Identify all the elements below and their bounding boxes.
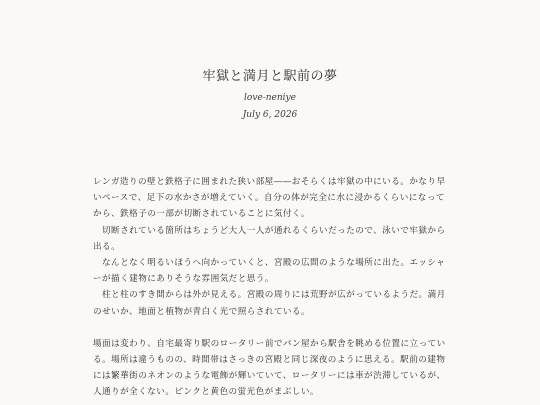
paragraph: 場面は変わり、自宅最寄り駅のロータリー前でパン屋から駅舎を眺める位置に立っている。場所は違うものの、時間帯はさっきの宮殿と同じ深夜のように思える。駅前の建物には繁華街のネオンのような電飾が輝いていて、ロータリーには車が渋滞しているが、人通りが全くない。ピンクと黄色の蛍光色がまぶしい。 xyxy=(93,338,446,398)
paragraph: 柱と柱のすき間からは外が見える。宮殿の周りには荒野が広がっているようだ。満月のせいか、地面と植物が青白く光で照らされている。 xyxy=(93,290,446,317)
paragraph: なんとなく明るいほうへ向かっていくと、宮殿の広間のような場所に出た。エッシャーが描く建物にありそうな雰囲気だと思う。 xyxy=(93,258,446,285)
document-date: July 6, 2026 xyxy=(242,110,298,120)
paragraph: 切断されている箇所はちょうど大人一人が通れるくらいだったので、泳いで牢獄から出る。 xyxy=(93,225,446,252)
document-author: love-neniye xyxy=(244,93,296,103)
paragraph: レンガ造りの壁と鉄格子に囲まれた狭い部屋――おそらくは牢獄の中にいる。かなり早いペースで、足下の水かさが増えていく。自分の体が完全に水に浸かるくらいになってから、鉄格子の一部が切断されていることに気付く。 xyxy=(93,177,446,220)
document-body xyxy=(93,174,450,401)
document-title: 牢獄と満月と駅前の夢 xyxy=(202,69,338,84)
